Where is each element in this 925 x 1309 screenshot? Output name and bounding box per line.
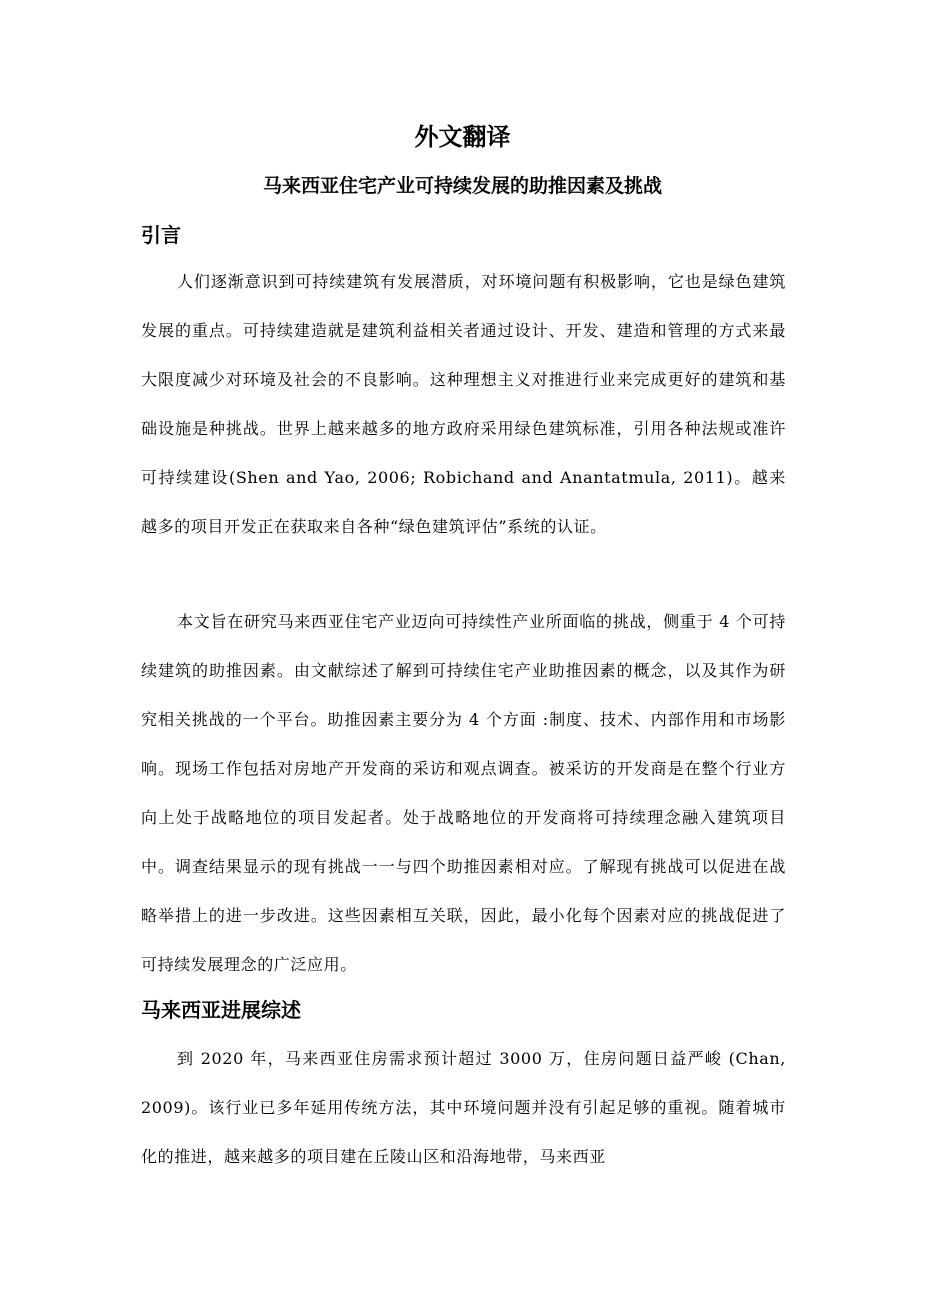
- paragraph: 到 2020 年，马来西亚住房需求预计超过 3000 万，住房问题日益严峻 (Chan, 2009)。该行业已多年延用传统方法，其中环境问题并没有引起足够的重视。随着城市化的推进，越来越多的项目建在丘陵山区和沿海地带，马来西亚: [141, 1049, 786, 1166]
- section-heading-introduction: 引言: [141, 223, 181, 247]
- section-heading-malaysia-progress: 马来西亚进展综述: [141, 998, 301, 1022]
- paragraph: 本文旨在研究马来西亚住宅产业迈向可持续性产业所面临的挑战，侧重于 4 个可持续建筑的助推因素。由文献综述了解到可持续住宅产业助推因素的概念，以及其作为研究相关挑战的一个平台。助推因素主要分为 4 个方面 :制度、技术、内部作用和市场影响。现场工作包括对房地产开发商的采访和观点调查。被采访的开发商是在整个行业方向上处于战略地位的项目发起者。处于战略地位的开发商将可持续理念融入建筑项目中。调查结果显示的现有挑战一一与四个助推因素相对应。了解现有挑战可以促进在战略举措上的进一步改进。这些因素相互关联，因此，最小化每个因素对应的挑战促进了可持续发展理念的广泛应用。: [141, 612, 786, 974]
- document-title: 外文翻译: [414, 123, 511, 151]
- document-subtitle: 马来西亚住宅产业可持续发展的助推因素及挑战: [262, 175, 662, 197]
- paragraph: 人们逐渐意识到可持续建筑有发展潜质，对环境问题有积极影响，它也是绿色建筑发展的重点。可持续建造就是建筑利益相关者通过设计、开发、建造和管理的方式来最大限度减少对环境及社会的不良影响。这种理想主义对推进行业来完成更好的建筑和基础设施是种挑战。世界上越来越多的地方政府采用绿色建筑标准，引用各种法规或准许可持续建设(Shen and Yao, 2006; Robichand and Anantatmula, 2011)。越来越多的项目开发正在获取来自各种“绿色建筑评估”系统的认证。: [141, 272, 786, 536]
